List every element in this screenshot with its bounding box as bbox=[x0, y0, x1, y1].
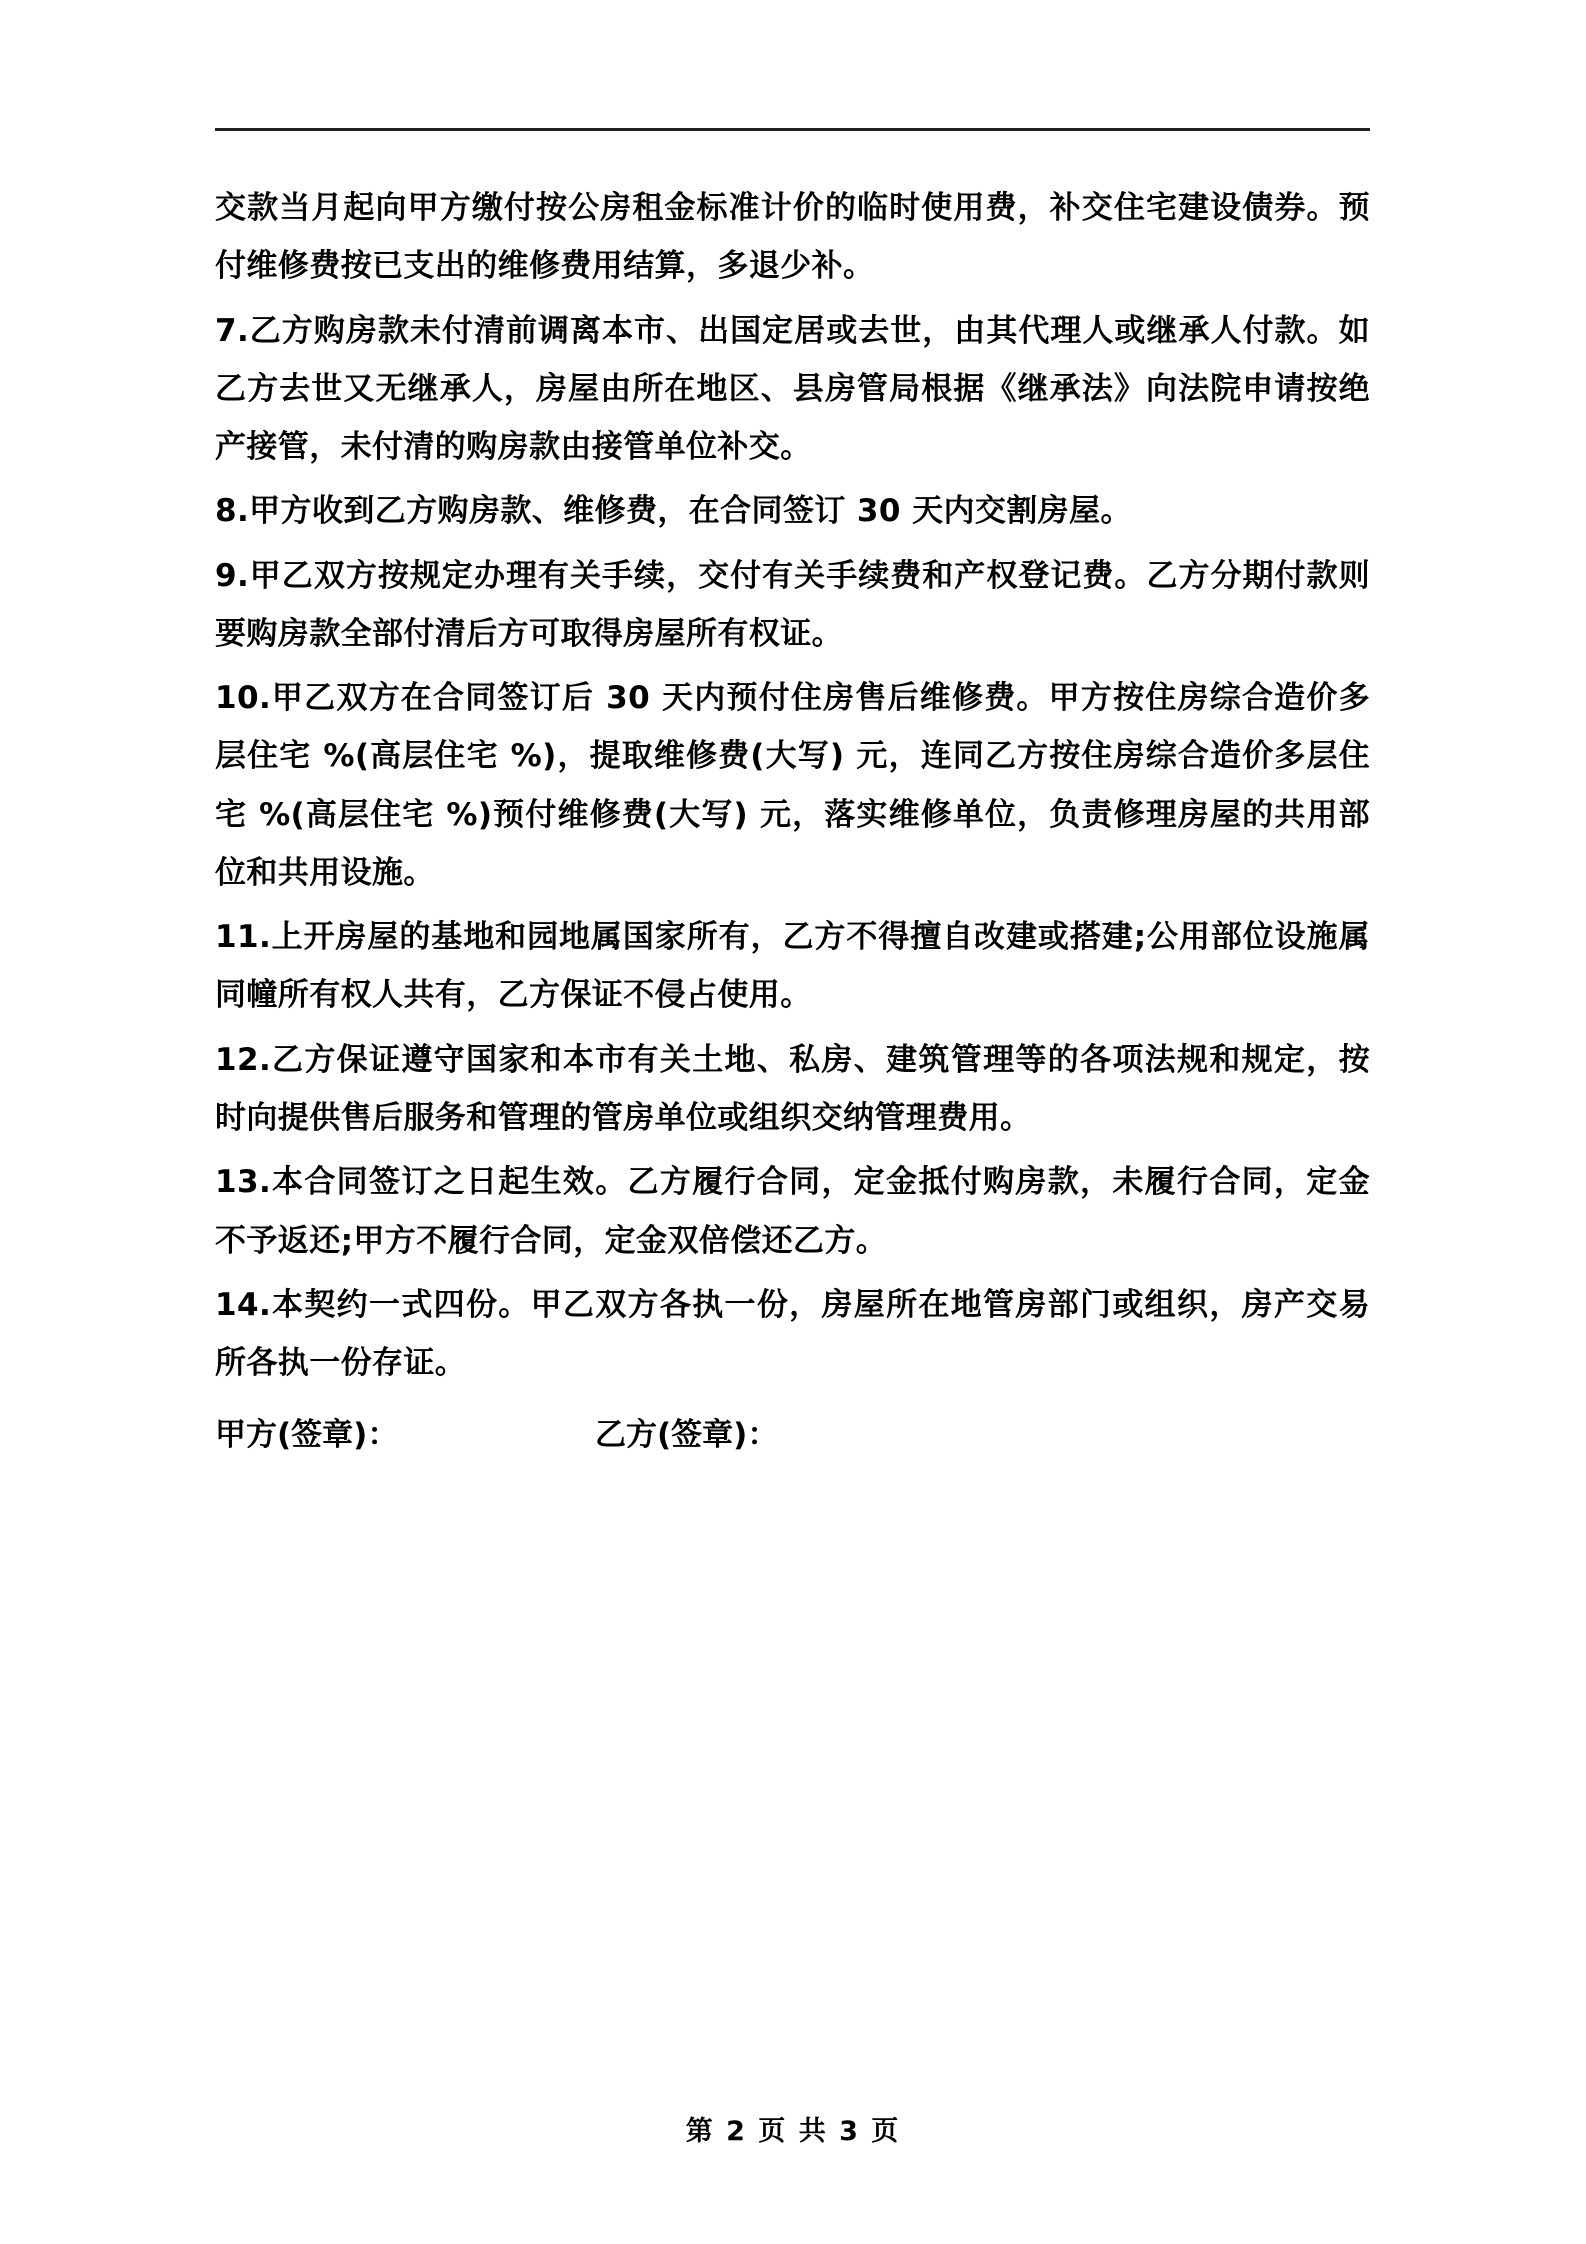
contract-body bbox=[215, 179, 1370, 1392]
paragraph-clause-9: 9.甲乙双方按规定办理有关手续，交付有关手续费和产权登记费。乙方分期付款则要购房款全部付清后方可取得房屋所有权证。 bbox=[215, 557, 1370, 652]
paragraph-clause-13: 13.本合同签订之日起生效。乙方履行合同，定金抵付购房款，未履行合同，定金不予返还;甲方不履行合同，定金双倍偿还乙方。 bbox=[215, 1164, 1370, 1259]
signature-row bbox=[215, 1406, 1370, 1464]
paragraph-clause-10: 10.甲乙双方在合同签订后 30 天内预付住房售后维修费。甲方按住房综合造价多层住宅 %(高层住宅 %)，提取维修费(大写) 元，连同乙方按住房综合造价多层住宅 %(高层住宅 %)预付维修费(大写) 元，落实维修单位，负责修理房屋的共用部位和共用设施。 bbox=[215, 680, 1370, 891]
header-rule bbox=[215, 128, 1370, 131]
page-content bbox=[215, 128, 1370, 1465]
page-footer: 第 2 页 共 3 页 bbox=[685, 2116, 901, 2147]
paragraph-clause-8: 8.甲方收到乙方购房款、维修费，在合同签订 30 天内交割房屋。 bbox=[215, 493, 1132, 530]
paragraph-clause-11: 11.上开房屋的基地和园地属国家所有，乙方不得擅自改建或搭建;公用部位设施属同幢所有权人共有，乙方保证不侵占使用。 bbox=[215, 919, 1370, 1014]
party-a-signature-label: 甲方(签章)： bbox=[215, 1417, 399, 1454]
paragraph-continuation: 交款当月起向甲方缴付按公房租金标准计价的临时使用费，补交住宅建设债券。预付维修费按已支出的维修费用结算，多退少补。 bbox=[215, 190, 1370, 285]
paragraph-clause-12: 12.乙方保证遵守国家和本市有关土地、私房、建筑管理等的各项法规和规定，按时向提供售后服务和管理的管房单位或组织交纳管理费用。 bbox=[215, 1041, 1370, 1136]
paragraph-clause-7: 7.乙方购房款未付清前调离本市、出国定居或去世，由其代理人或继承人付款。如乙方去世又无继承人，房屋由所在地区、县房管局根据《继承法》向法院申请按绝产接管，未付清的购房款由接管单位补交。 bbox=[215, 312, 1370, 466]
paragraph-clause-14: 14.本契约一式四份。甲乙双方各执一份，房屋所在地管房部门或组织，房产交易所各执一份存证。 bbox=[215, 1286, 1370, 1382]
party-b-signature-label: 乙方(签章)： bbox=[595, 1417, 779, 1454]
